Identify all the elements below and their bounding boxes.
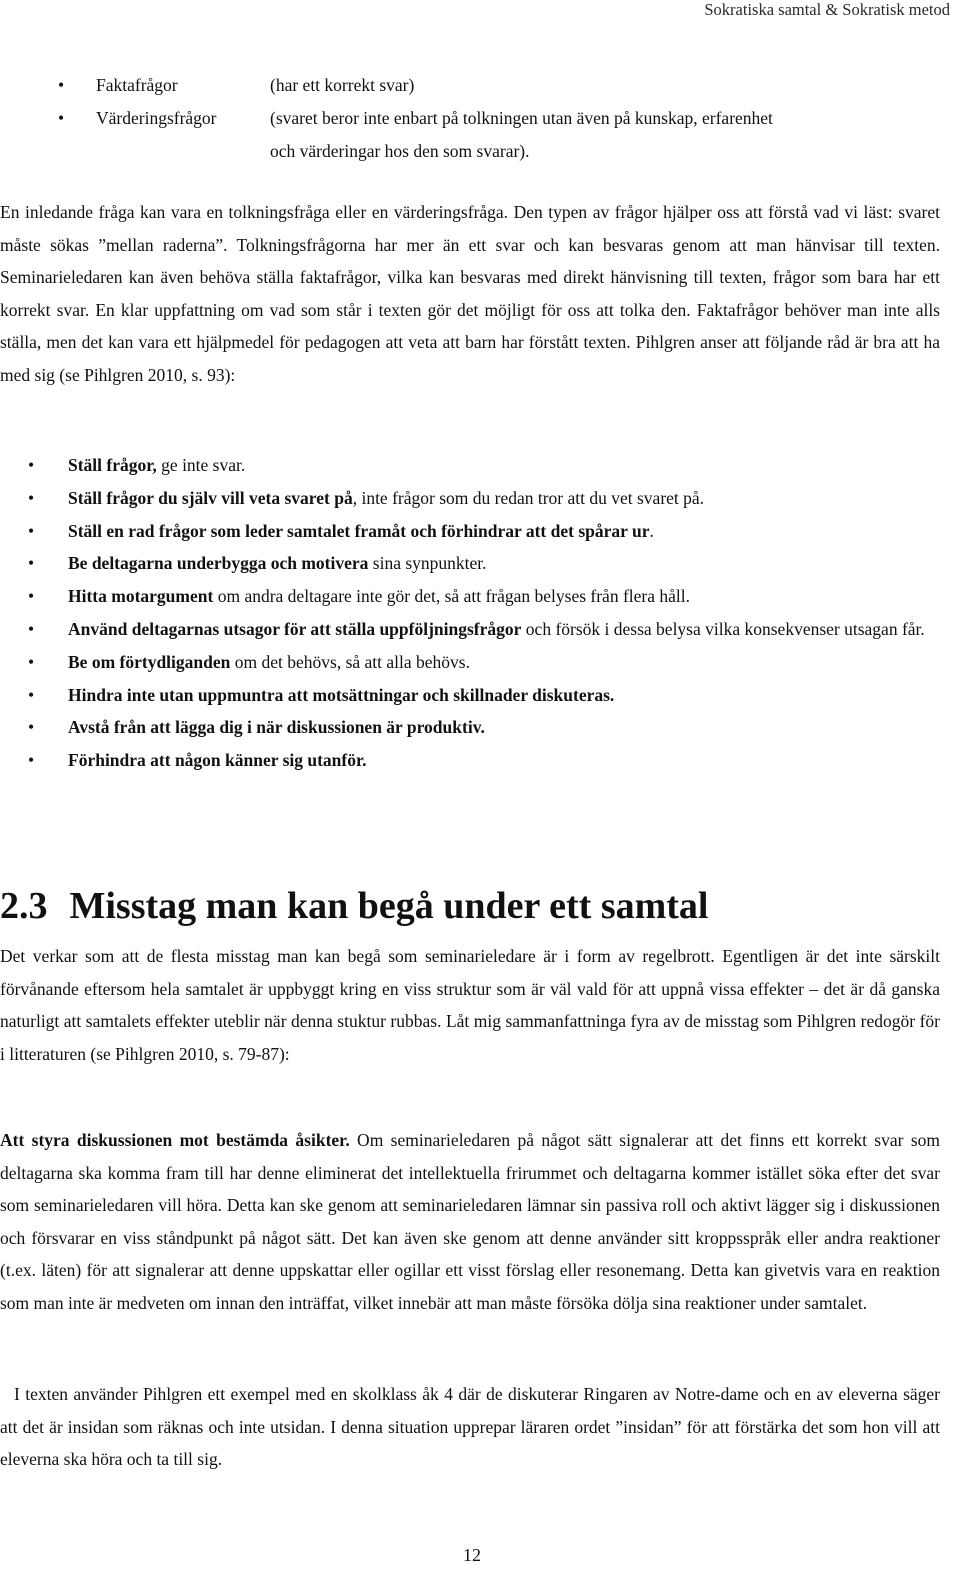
advice-item (28, 580, 942, 613)
advice-text: . (649, 520, 654, 541)
advice-item (28, 515, 942, 548)
advice-text: och försök i dessa belysa vilka konsekvenser utsagan får. (521, 618, 925, 639)
advice-item (28, 711, 942, 744)
advice-bold: Be deltagarna underbygga och motivera (68, 553, 369, 574)
mistakes-paragraph: Det verkar som att de flesta misstag man kan begå som seminarieledare är i form av regelbrott. Egentligen är det inte särskilt förvånande eftersom hela samtalet är uppbyggt kring en viss struktur som är väl vald för att uppnå vissa effekter – det är då ganska naturligt att samtalets effekter uteblir när denna stuktur rubbas. Låt mig sammanfattninga fyra av de misstag som Pihlgren redogör för i litteraturen (se Pihlgren 2010, s. 79-87): (0, 946, 940, 1064)
bullet-icon: • (28, 684, 35, 705)
advice-bold: Hindra inte utan uppmuntra att motsättningar och skillnader diskuteras. (68, 684, 615, 705)
bullet-icon: • (58, 108, 65, 128)
advice-item (28, 744, 942, 777)
bullet-icon: • (58, 75, 65, 95)
question-type-name: Faktafrågor (96, 75, 178, 95)
advice-item (28, 679, 942, 712)
bullet-icon: • (28, 586, 35, 607)
section-title: Misstag man kan begå under ett samtal (69, 885, 709, 927)
advice-bold: Ställ en rad frågor som leder samtalet framåt och förhindrar att det spårar ur (68, 520, 650, 541)
example-paragraph: I texten använder Pihlgren ett exempel med en skolklass åk 4 där de diskuterar Ringaren av Notre-dame och en av eleverna säger att det är insidan som räknas och inte utsidan. I denna situation upprepar läraren ordet ”insidan” för att förstärka det som hon vill att eleverna ska höra och ta till sig. (0, 1384, 940, 1469)
advice-bold: Avstå från att lägga dig i när diskussionen är produktiv. (68, 717, 485, 738)
advice-bold: Hitta motargument (68, 586, 214, 607)
advice-text: , inte frågor som du redan tror att du vet svaret på. (352, 487, 705, 508)
bullet-icon: • (28, 717, 35, 738)
advice-item (28, 613, 942, 646)
steering-text: Om seminarieledaren på något sätt signalerar att det finns ett korrekt svar som deltagarna ska komma fram till har denne eliminerat det intellektuella frirummet och deltagarna kommer istället söka efter det svar som seminarieledaren vill höra. Detta kan ske genom att seminarieledaren lämnar sin passiva roll och aktivt lägger sig i diskussionen och försvarar en viss ståndpunkt på något sätt. Det kan även ske genom att denne använder sitt kroppsspråk eller andra reaktioner (t.ex. läten) för att signalerar att denne uppskattar eller ogillar ett visst förslag eller resonemang. Detta kan givetvis vara en reaktion som man inte är medveten om innan den inträffat, vilket innebär att man måste försöka dölja sina reaktioner under samtalet. (0, 1130, 940, 1313)
advice-item (28, 482, 942, 515)
question-type-description-continued: och värderingar hos den som svarar). (270, 141, 530, 161)
advice-bold: Ställ frågor, (68, 455, 157, 475)
advice-bold: Förhindra att någon känner sig utanför. (68, 750, 367, 771)
question-type-description: (har ett korrekt svar) (270, 75, 415, 95)
bullet-icon: • (28, 750, 35, 771)
advice-bold: Använd deltagarnas utsagor för att ställa uppföljningsfrågor (68, 618, 522, 639)
bullet-icon: • (28, 455, 35, 475)
bullet-icon: • (28, 651, 35, 672)
page-number: 12 (463, 1545, 481, 1565)
advice-bold: Be om förtydliganden (68, 651, 231, 672)
question-type-description: (svaret beror inte enbart på tolkningen utan även på kunskap, erfarenhet (270, 108, 773, 128)
question-type-name: Värderingsfrågor (96, 108, 217, 128)
advice-item (28, 449, 942, 482)
bullet-icon: • (28, 553, 35, 574)
section-number: 2.3 (0, 885, 48, 927)
bullet-icon: • (28, 487, 35, 508)
intro-paragraph: En inledande fråga kan vara en tolkningsfråga eller en värderingsfråga. Den typen av frågor hjälper oss att förstå vad vi läst: svaret måste sökas ”mellan raderna”. Tolkningsfrågorna har mer än ett svar och kan besvaras genom att man hänvisar till texten. Seminarieledaren kan även behöva ställa faktafrågor, vilka kan besvaras med direkt hänvisning till texten, frågor som bara har ett korrekt svar. En klar uppfattning om vad som står i texten gör det möjligt för oss att tolka den. Faktafrågor behöver man inte alls ställa, men det kan vara ett hjälpmedel för pedagogen att veta att barn har förstått texten. Pihlgren anser att följande råd är bra att ha med sig (se Pihlgren 2010, s. 93): (0, 202, 940, 385)
section-heading (0, 878, 940, 934)
question-type-item (58, 102, 948, 135)
advice-bold: Ställ frågor du själv vill veta svaret på (68, 487, 353, 508)
advice-text: sina synpunkter. (368, 553, 487, 574)
advice-text: ge inte svar. (156, 455, 246, 475)
question-types-list (58, 69, 948, 168)
advice-text: om andra deltagare inte gör det, så att frågan belyses från flera håll. (213, 586, 690, 607)
steering-lead: Att styra diskussionen mot bestämda åsikter. (0, 1130, 350, 1150)
advice-item (28, 547, 942, 580)
question-type-item (58, 69, 948, 102)
running-header: Sokratiska samtal & Sokratisk metod (704, 0, 950, 19)
steering-paragraph (0, 1124, 940, 1319)
advice-list (28, 449, 942, 777)
advice-text: om det behövs, så att alla behövs. (230, 651, 470, 672)
advice-item (28, 646, 942, 679)
bullet-icon: • (28, 618, 35, 639)
bullet-icon: • (28, 520, 35, 541)
